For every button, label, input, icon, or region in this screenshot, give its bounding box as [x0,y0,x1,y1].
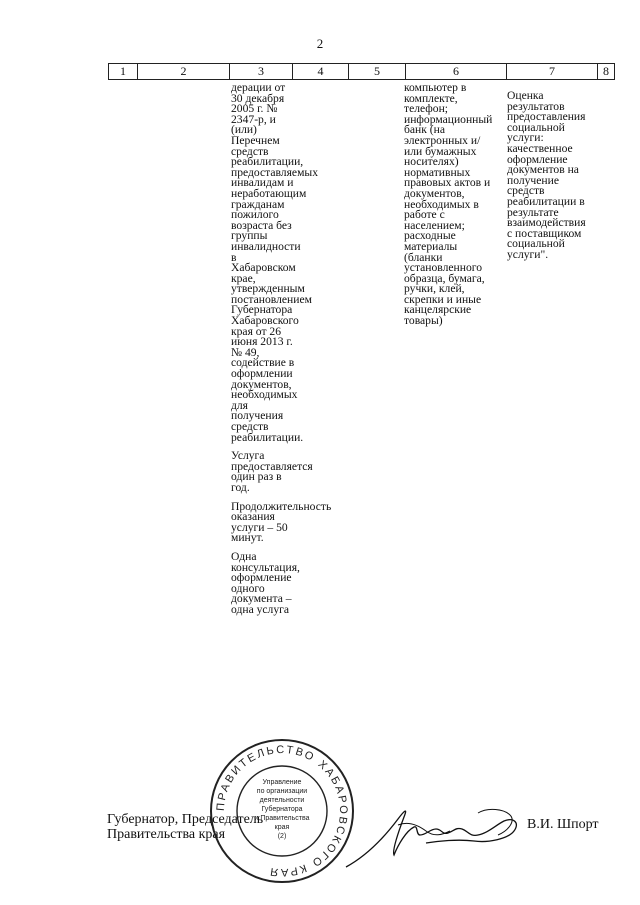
column-number-header [108,63,615,80]
column-number-5: 5 [349,64,406,80]
svg-text:ПРАВИТЕЛЬСТВО ХАБАРОВСКОГО КРА: ПРАВИТЕЛЬСТВО ХАБАРОВСКОГО КРАЯ [214,743,350,879]
service-description-column [231,81,332,624]
service-unit-paragraph: Одна консультация, оформление одного документа – одна услуга [231,549,300,616]
seal-inner-line: края [274,824,290,831]
column-number-6: 6 [406,64,507,80]
column-number-8: 8 [598,64,615,80]
handwritten-signature [338,795,528,875]
service-description-paragraph: дерации от 30 декабря 2005 г. № 2347-р, и (или) Перечнем средств реабилитации, предоставляемых инвалидам и неработающим гражданам пожилого возраста без группы инвалидности в Хабаровском крае, утвержденным постановлением Губернатора Хабаровского края от 26 июня 2013 г. № 49, содействие в оформлении документов, необходимых для получения средств реабилитации. [231,81,318,444]
column-number-3: 3 [230,64,293,80]
service-duration-paragraph: Продолжительность оказания услуги – 50 минут. [231,499,332,545]
official-seal [207,736,357,886]
service-frequency-paragraph: Услуга предоставляется один раз в год. [231,449,313,494]
signatory-title-line1: Губернатор, Председатель [107,812,264,827]
seal-inner-line: (2) [277,833,287,840]
column-number-2: 2 [138,64,230,80]
seal-inner-line: и Правительства [254,815,310,822]
page-number: 2 [316,36,324,51]
column-number-7: 7 [507,64,598,80]
column-number-4: 4 [293,64,349,80]
column-number-1: 1 [109,64,138,80]
evaluation-column [507,91,591,269]
signatory-name: В.И. Шпорт [527,817,599,832]
seal-inner-line: Губернатора [261,806,303,813]
evaluation-text: Оценка результатов предоставления социальной услуги: качественное оформление документов на получение средств реабилитации в результате взаимодействия с поставщиком социальной услуги". [507,89,586,261]
seal-inner-line: деятельности [259,797,305,804]
resources-column [404,83,498,335]
signatory-title-line2: Правительства края [107,827,226,842]
seal-inner-line: по организации [256,788,308,795]
resources-text: компьютер в комплекте, телефон; информационный банк (на электронных и/или бумажных носителях) нормативных правовых актов и документов, необходимых в работе с населением; расходные материалы (бланки установленного образца, бумага, ручки, клей, скрепки и иные канцелярские товары) [404,81,493,328]
seal-inner-line: Управление [262,779,302,786]
